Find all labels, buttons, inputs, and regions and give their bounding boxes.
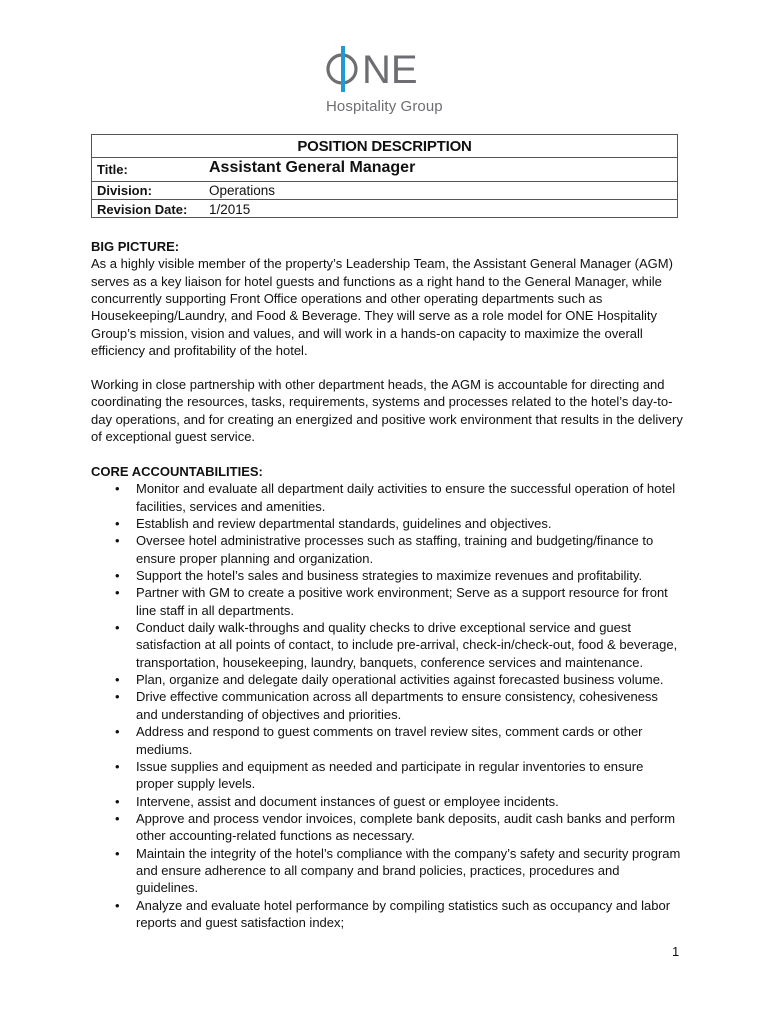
core-accountabilities-section xyxy=(91,463,683,931)
big-picture-section xyxy=(91,238,683,359)
list-item: • Plan, organize and delegate daily operational activities against forecasted business volume. xyxy=(91,671,683,688)
list-item: • Support the hotel’s sales and business strategies to maximize revenues and profitability. xyxy=(91,567,683,584)
page-number: 1 xyxy=(672,944,680,959)
title-row xyxy=(92,157,677,182)
one-logo-mark xyxy=(322,44,442,94)
list-item: • Maintain the integrity of the hotel’s compliance with the company’s safety and security program and ensure adherence to all company and brand policies, practices, procedures and guidelines. xyxy=(91,845,683,897)
list-item: • Oversee hotel administrative processes such as staffing, training and budgeting/finance to ensure proper planning and organization. xyxy=(91,532,683,567)
core-accountabilities-heading: CORE ACCOUNTABILITIES: xyxy=(91,464,263,479)
list-item: • Intervene, assist and document instances of guest or employee incidents. xyxy=(91,793,683,810)
logo-wordmark: NE xyxy=(362,48,418,92)
list-item: • Establish and review departmental standards, guidelines and objectives. xyxy=(91,515,683,532)
logo-accent-bar xyxy=(341,46,345,92)
division-label: Division: xyxy=(97,183,152,198)
list-item: • Partner with GM to create a positive work environment; Serve as a support resource for front line staff in all departments. xyxy=(91,584,683,619)
title-value: Assistant General Manager xyxy=(209,159,416,176)
list-item: • Conduct daily walk-throughs and quality checks to drive exceptional service and guest satisfaction at all points of contact, to include pre-arrival, check-in/check-out, food & beverage, transportation, housekeeping, laundry, banquets, conference services and maintenance. xyxy=(91,619,683,671)
list-item: • Analyze and evaluate hotel performance by compiling statistics such as occupancy and labor reports and guest satisfaction index; xyxy=(91,897,683,932)
title-label: Title: xyxy=(97,162,128,177)
division-value: Operations xyxy=(209,183,276,198)
position-heading: POSITION DESCRIPTION xyxy=(297,138,472,155)
list-item: • Monitor and evaluate all department daily activities to ensure the successful operation of hotel facilities, services and amenities. xyxy=(91,480,683,515)
revision-label: Revision Date: xyxy=(97,202,188,217)
big-picture-heading: BIG PICTURE: xyxy=(91,239,180,254)
revision-value: 1/2015 xyxy=(209,202,251,217)
list-item: • Issue supplies and equipment as needed and participate in regular inventories to ensure proper supply levels. xyxy=(91,758,683,793)
list-item: • Address and respond to guest comments on travel review sites, comment cards or other mediums. xyxy=(91,723,683,758)
logo-subtitle: Hospitality Group xyxy=(326,98,443,115)
partnership-section xyxy=(91,376,683,445)
revision-row xyxy=(92,199,677,219)
list-item: • Drive effective communication across all departments to ensure consistency, cohesiveness and understanding of objectives and priorities. xyxy=(91,688,683,723)
company-logo xyxy=(316,44,456,116)
core-accountabilities-list xyxy=(91,480,683,931)
division-row xyxy=(92,181,677,200)
position-description-table xyxy=(91,134,678,218)
big-picture-paragraph: As a highly visible member of the property’s Leadership Team, the Assistant General Manager (AGM) serves as a key liaison for hotel guests and functions as a right hand to the General Manager, while concurrently supporting Front Office operations and other operating departments such as Housekeeping/Laundry, and Food & Beverage. They will serve as a role model for ONE Hospitality Group’s mission, vision and values, and will work in a hands-on capacity to maximize the overall efficiency and profitability of the hotel. xyxy=(91,256,673,359)
list-item: • Approve and process vendor invoices, complete bank deposits, audit cash banks and perform other accounting-related functions as necessary. xyxy=(91,810,683,845)
partnership-paragraph: Working in close partnership with other department heads, the AGM is accountable for directing and coordinating the resources, tasks, requirements, systems and processes related to the hotel’s day-to-day operations, and for creating an energized and positive work environment that results in the delivery of exceptional guest service. xyxy=(91,377,683,445)
